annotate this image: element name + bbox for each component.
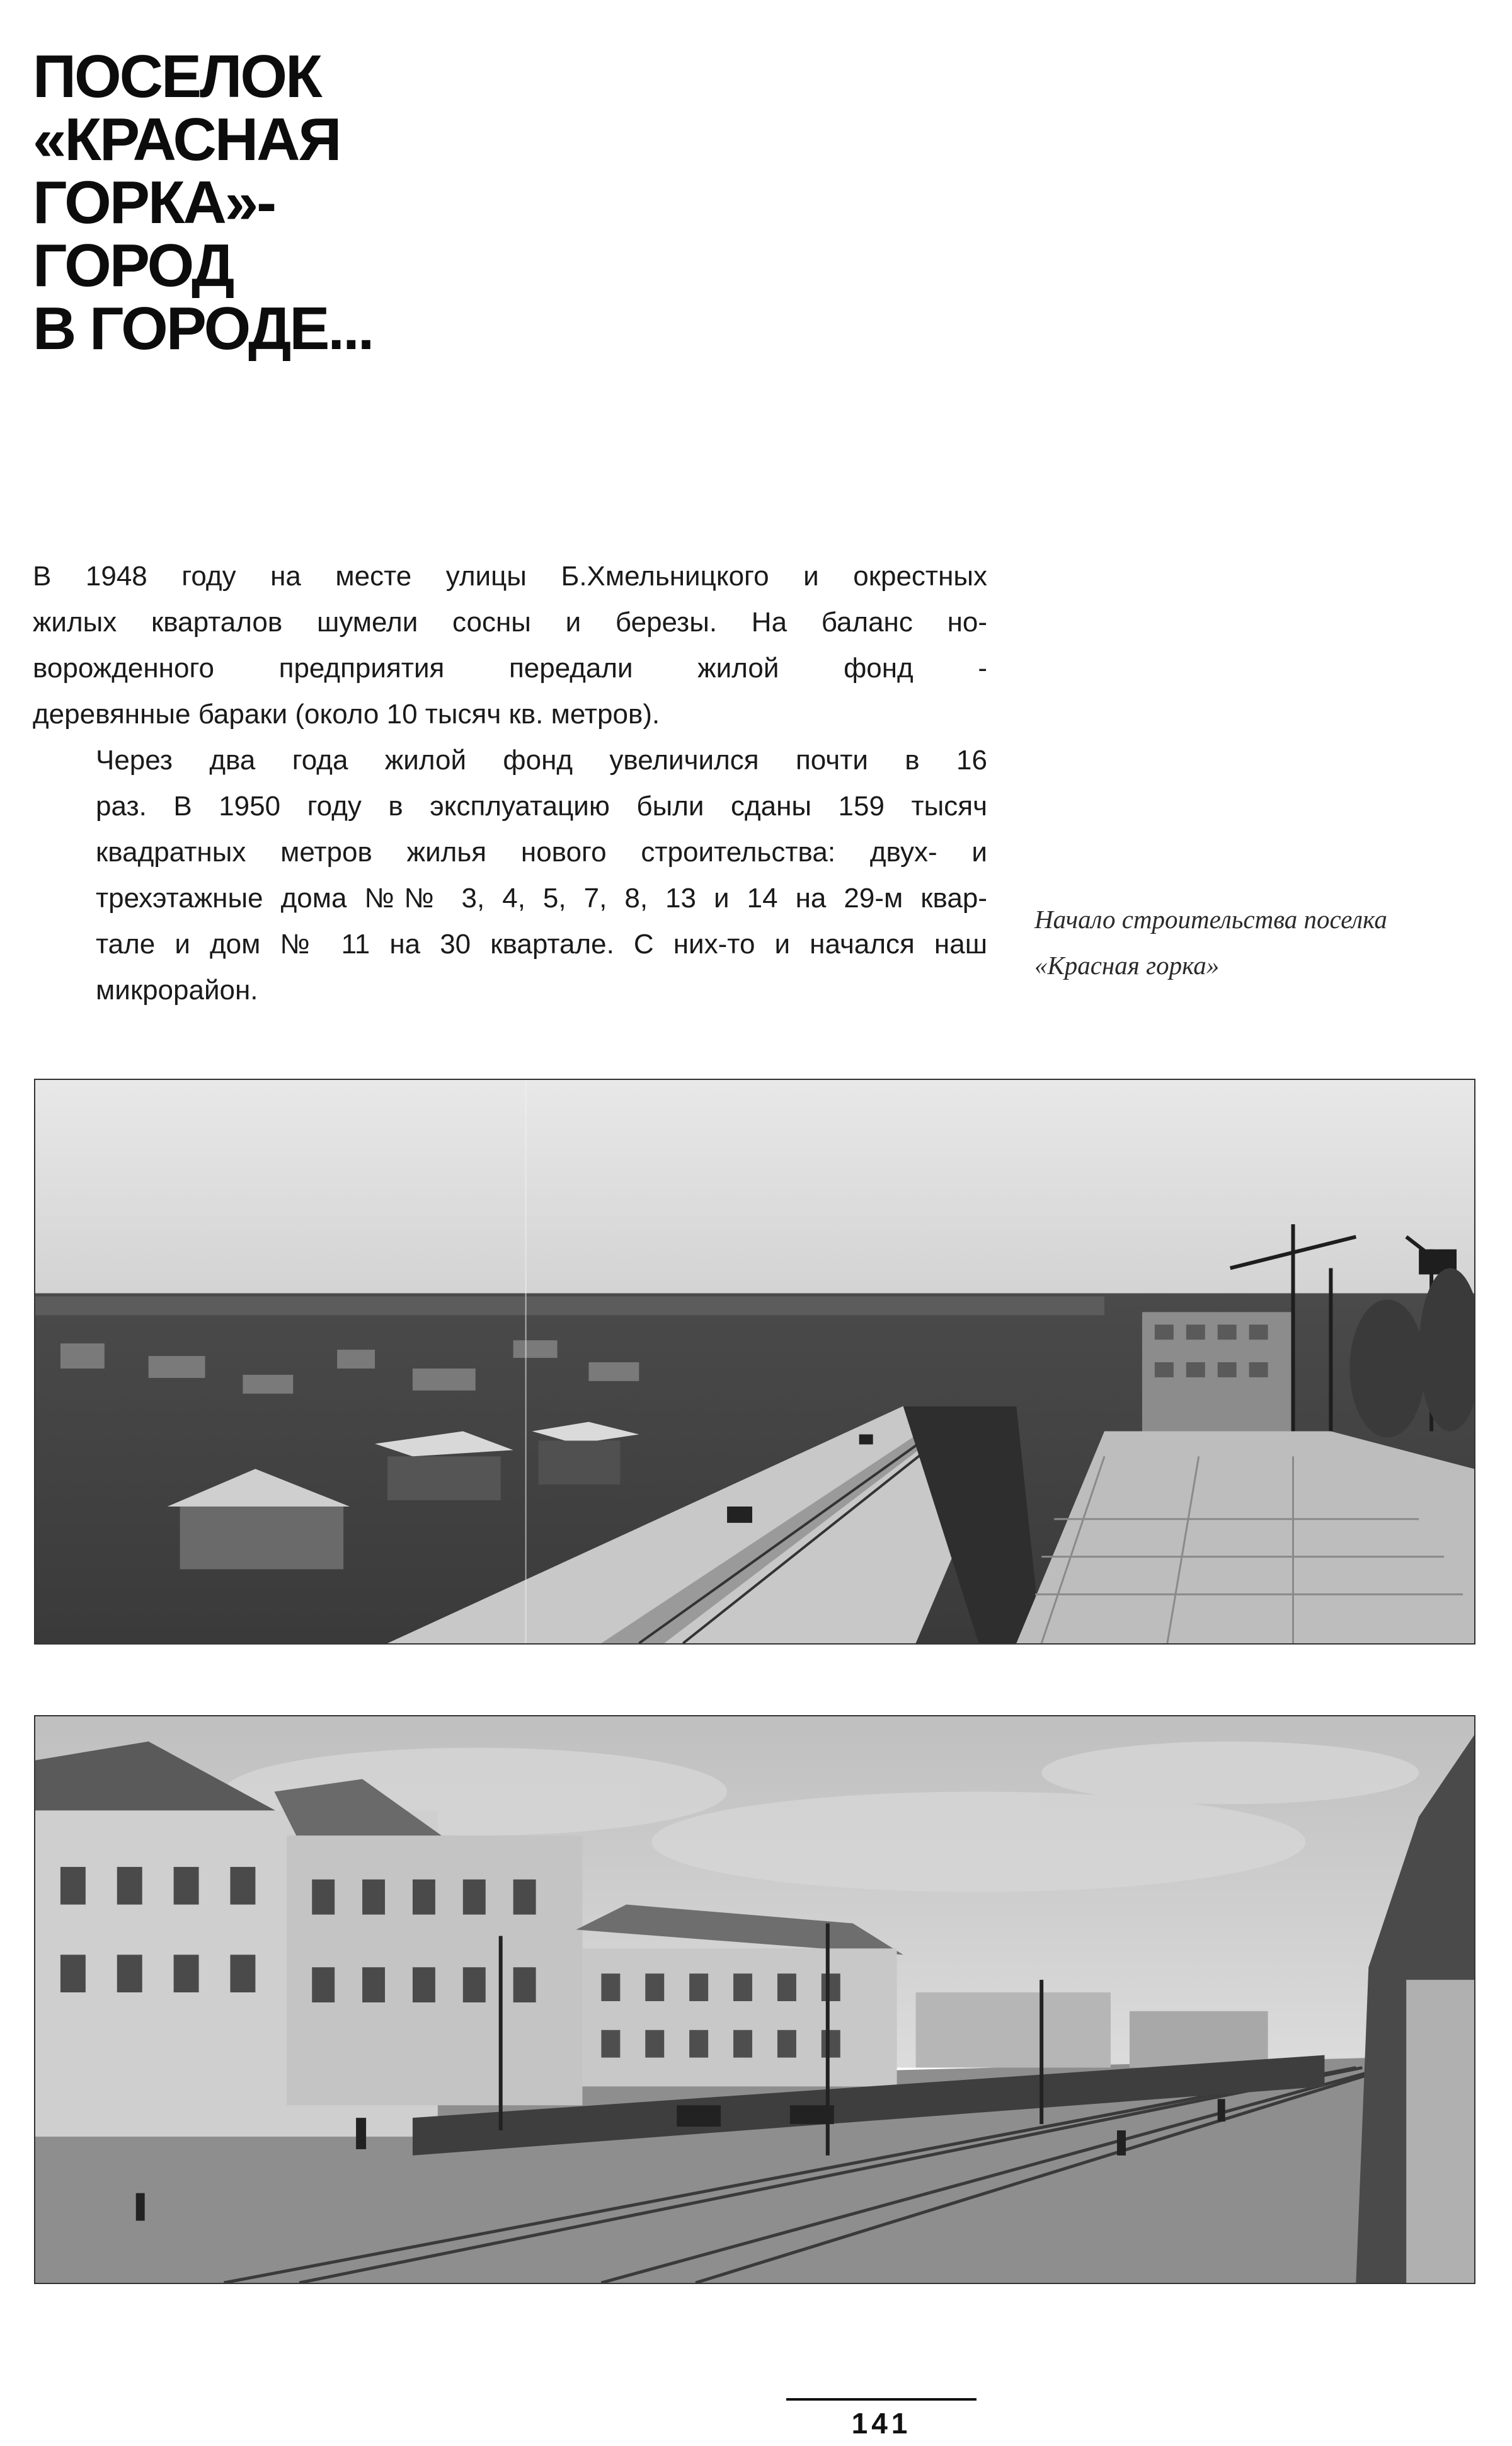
article-body <box>33 553 987 1013</box>
caption-line: «Красная горка» <box>1034 951 1220 980</box>
text-line: микрорайон. <box>96 975 258 1006</box>
title-line: В ГОРОДЕ... <box>33 295 373 362</box>
paragraph-2 <box>33 737 987 1013</box>
text-line: В 1948 году на месте улицы Б.Хмельницкого и окрестных <box>33 561 987 592</box>
title-line: «КРАСНАЯ <box>33 106 340 173</box>
page-number: 141 <box>851 2407 912 2440</box>
paragraph-1 <box>33 553 987 737</box>
text-line: раз. В 1950 году в эксплуатацию были сданы 159 тысяч <box>96 791 987 822</box>
title-line: ГОРОД <box>33 232 233 299</box>
title-line: ГОРКА»- <box>33 169 275 236</box>
construction-panorama-image <box>35 1080 1474 1643</box>
text-line: ворожденного предприятия передали жилой фонд - <box>33 653 987 684</box>
photo-caption <box>1034 897 1488 989</box>
text-line: квадратных метров жилья нового строительства: двух- и <box>96 837 987 868</box>
text-line: жилых кварталов шумели сосны и березы. На баланс но- <box>33 607 987 638</box>
page-title <box>33 45 474 360</box>
street-panorama-image <box>35 1716 1474 2283</box>
text-line: Через два года жилой фонд увеличился почти в 16 <box>96 745 987 776</box>
text-line: трехэтажные дома №№ 3, 4, 5, 7, 8, 13 и 14 на 29-м квар- <box>96 883 987 914</box>
page-rule <box>786 2398 976 2401</box>
caption-line: Начало строительства поселка <box>1034 905 1387 934</box>
text-line: деревянные бараки (около 10 тысяч кв. метров). <box>33 699 660 730</box>
title-line: ПОСЕЛОК <box>33 43 321 110</box>
text-line: тале и дом № 11 на 30 квартале. С них-то и начался наш <box>96 929 987 960</box>
construction-panorama-photo <box>34 1079 1475 1645</box>
street-panorama-photo <box>34 1715 1475 2284</box>
